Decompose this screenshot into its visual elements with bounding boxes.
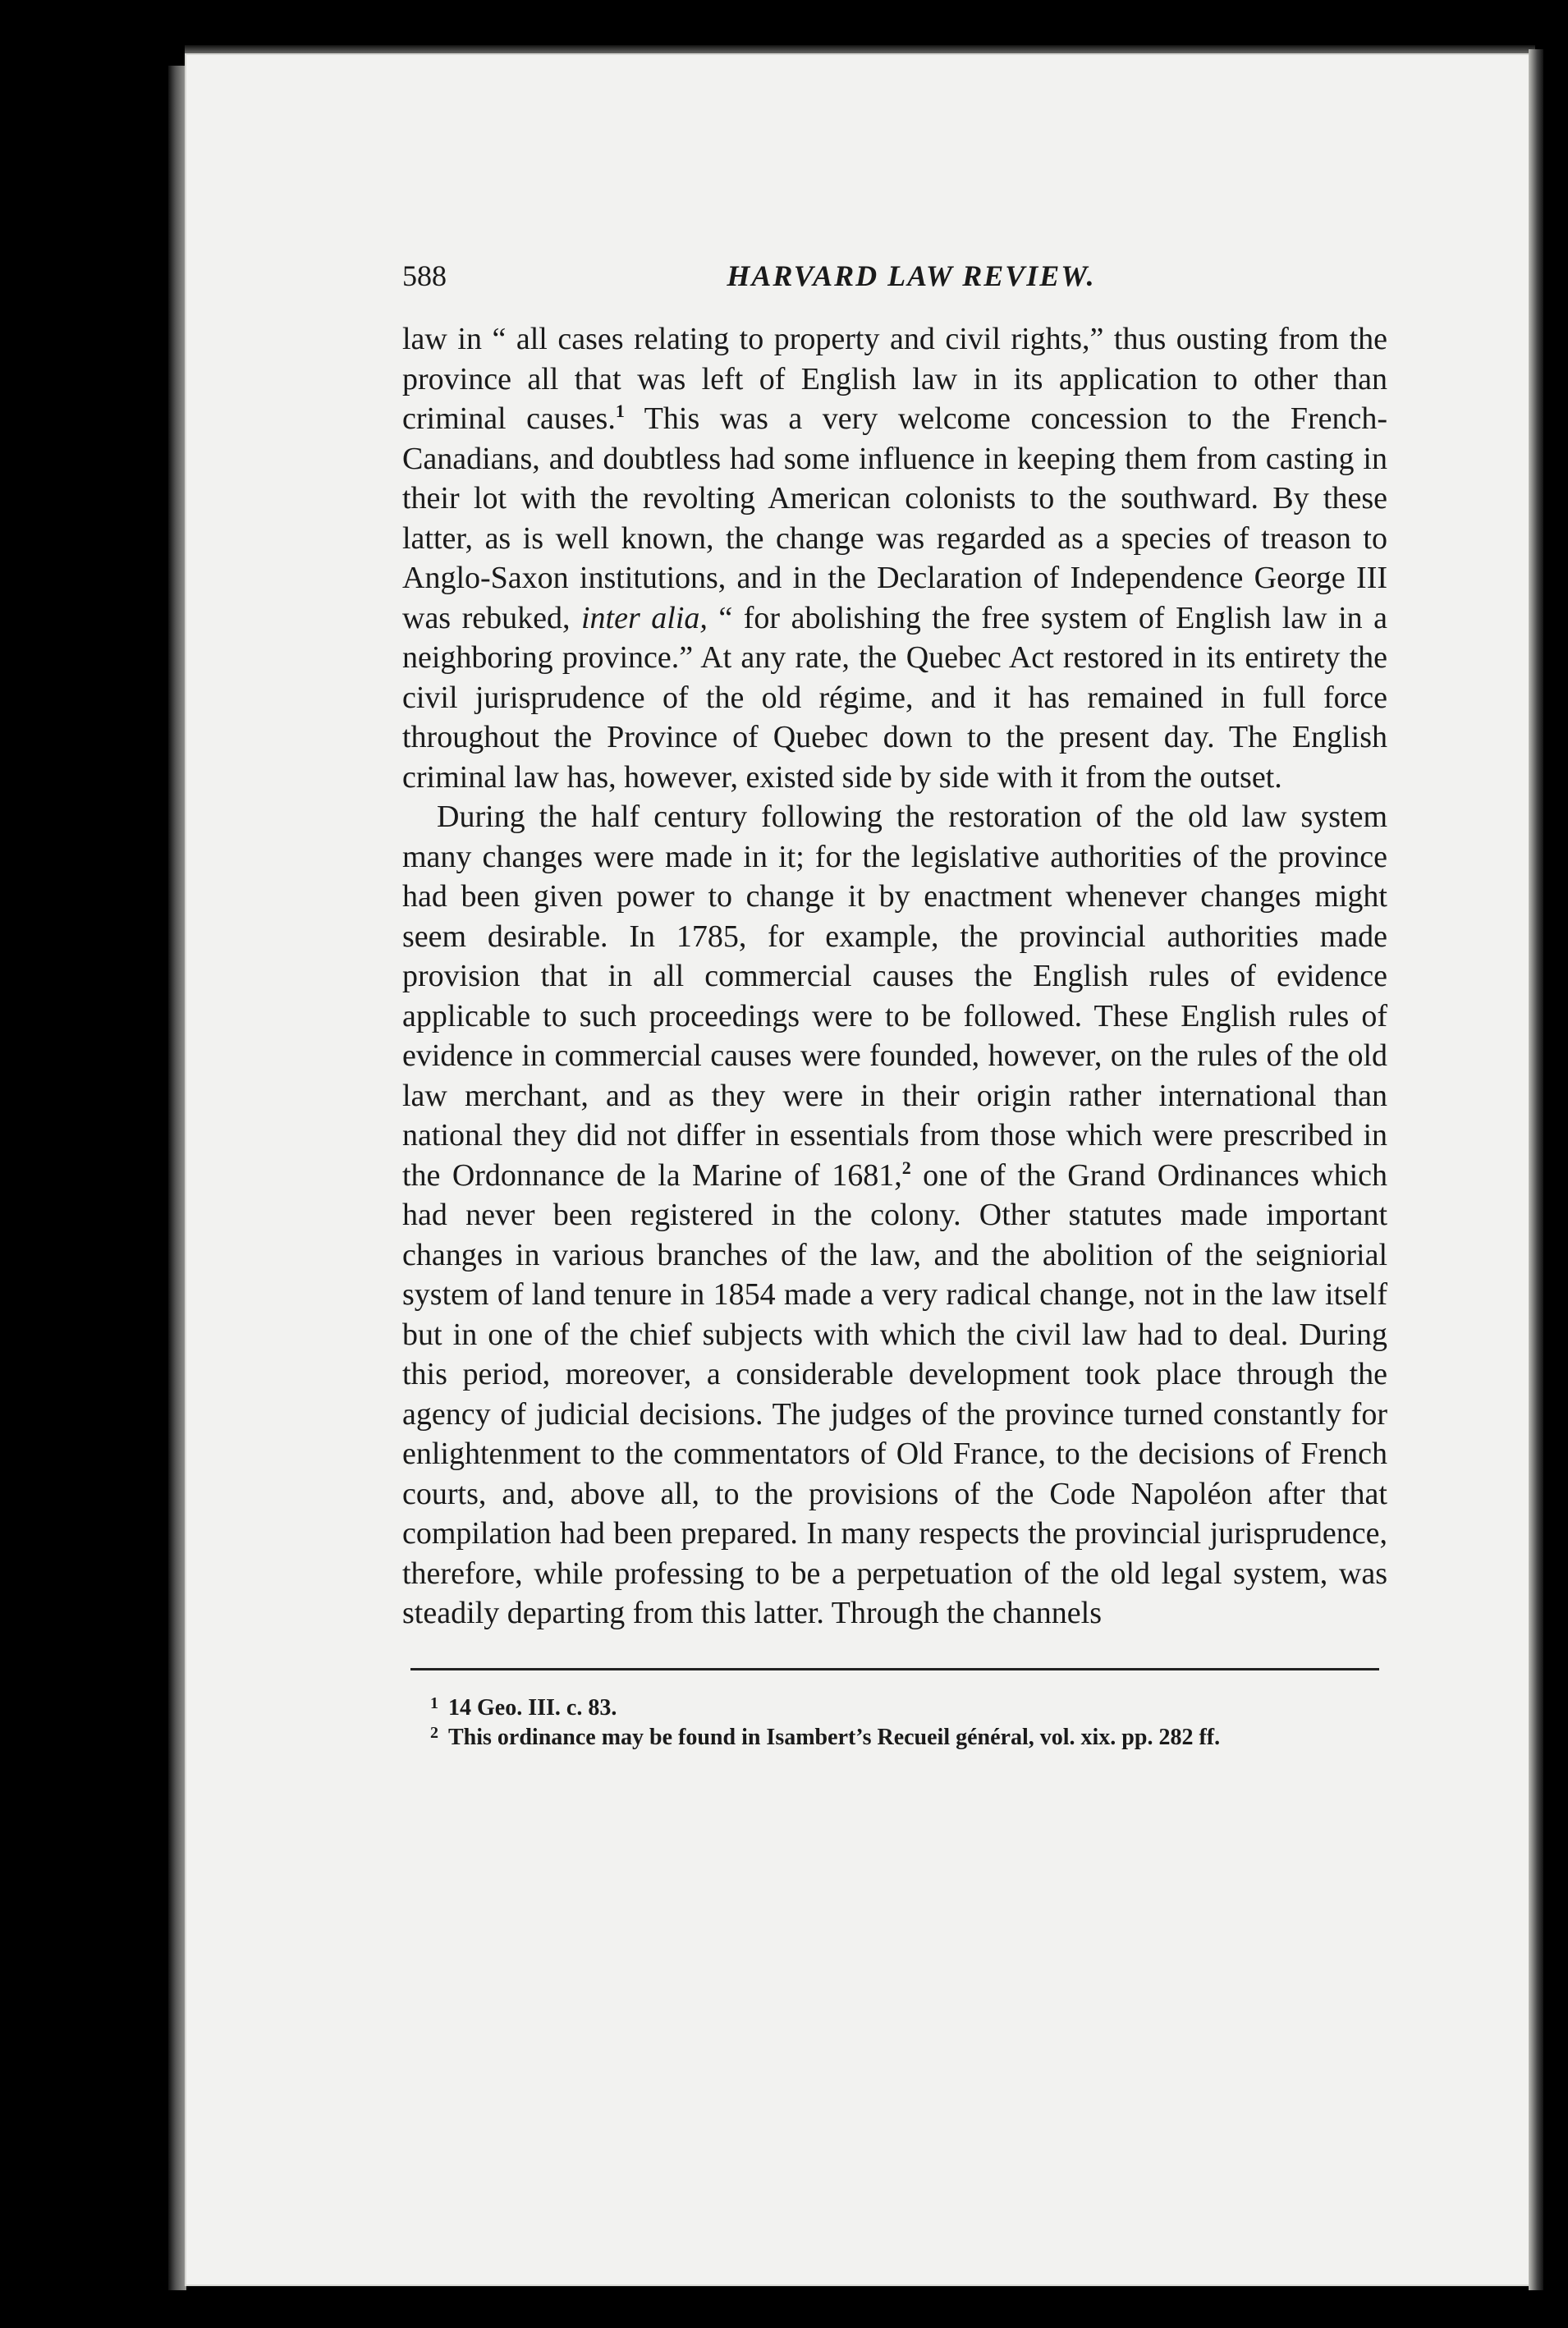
text-segment: During the half century following the restoration of the old law system many changes were made in it; for the legislative authorities of the province had been given power to change it by enactment whenever changes might seem desirable. In 1785, for example, the provincial authorities made provision that in all commercial causes the English rules of evidence applicable to such proceedings were to be followed. These English rules of evidence in commercial causes were founded, however, on the rules of the old law merchant, and as they were in their origin rather international than national they did not differ in essentials from those which were prescribed in the Ordonnance de la Marine of 1681, (402, 800, 1387, 1193)
footnote-text: 14 Geo. III. c. 83. (448, 1694, 617, 1721)
page-content (402, 259, 1387, 1753)
footnote (402, 1693, 1387, 1723)
page-number: 588 (402, 259, 447, 292)
scan-edge-left (168, 66, 186, 2290)
journal-title: HARVARD LAW REVIEW. (727, 259, 1096, 292)
paragraph (402, 797, 1387, 1634)
text-segment: This was a very welcome concession to the French-Canadians, and doubtless had some influence in keeping them from casting in their lot with the revolting American colonists to the southward. By these latter, as is well known, the change was regarded as a species of treason to Anglo-Saxon institutions, and in the Declaration of Independence George III was rebuked, (402, 401, 1387, 635)
footnote-rule (410, 1668, 1379, 1670)
text-segment: “ for abolishing the free system of English law in a neighboring province.” At any rate, the Quebec Act restored in its entirety the civil jurisprudence of the old régime, and it has remained in full force throughout the Province of Quebec down to the present day. The English criminal law has, however, existed side by side with it from the outset. (402, 600, 1387, 795)
footnote (402, 1723, 1387, 1753)
footnote-reference: 1 (615, 401, 625, 421)
text-segment: law in “ all cases relating to property and civil rights,” thus ousting from the province all that was left of English law in its application to other than criminal causes. (402, 322, 1387, 436)
paragraph (402, 319, 1387, 797)
footnote-mark: 1 (430, 1693, 438, 1712)
footnote-text: This ordinance may be found in Isambert’s Recueil général, vol. xix. pp. 282 ff. (448, 1724, 1221, 1750)
footnote-reference: 2 (901, 1157, 911, 1178)
body-text (402, 319, 1387, 1634)
scan-edge-right (1529, 49, 1543, 2290)
italic-text: inter alia, (581, 600, 708, 635)
running-head (402, 259, 1387, 301)
footnotes (402, 1693, 1387, 1753)
text-segment: one of the Grand Ordinances which had never been registered in the colony. Other statutes made important changes in various branches of the law, and the abolition of the seigniorial system of land tenure in 1854 made a very radical change, not in the law itself but in one of the chief subjects with which the civil law had to deal. During this period, moreover, a considerable development took place through the agency of judicial decisions. The judges of the province turned constantly for enlightenment to the commentators of Old France, to the decisions of French courts, and, above all, to the provisions of the Code Napoléon after that compilation had been prepared. In many respects the provincial jurisprudence, therefore, while professing to be a perpetuation of the old legal system, was steadily departing from this latter. Through the channels (402, 1157, 1387, 1630)
footnote-mark: 2 (430, 1723, 438, 1742)
